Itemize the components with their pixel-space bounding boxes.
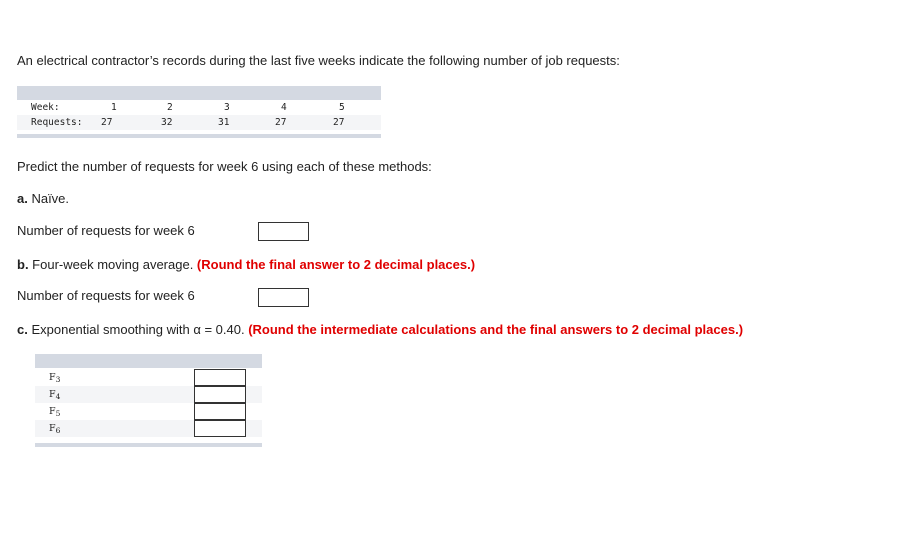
intro-text: An electrical contractor’s records during the last five weeks indicate the following number of job requests: [17, 53, 620, 68]
table-header-bar [35, 354, 262, 368]
table-footer-bar [17, 134, 381, 138]
part-b-answer-input[interactable] [258, 288, 309, 307]
part-c-letter: c. [17, 322, 28, 337]
requests-cell: 27 [275, 117, 287, 128]
table-row-f6 [35, 420, 262, 437]
weekly-requests-table [17, 86, 381, 138]
requests-cell: 27 [333, 117, 345, 128]
forecast-label-f4: $F_4$ [49, 389, 61, 401]
part-a-answer-input[interactable] [258, 222, 309, 241]
requests-cell: 27 [101, 117, 113, 128]
week-cell: 2 [167, 102, 173, 113]
f6-answer-input[interactable] [194, 420, 246, 437]
part-c-rounding-note: (Round the intermediate calculations and the final answers to 2 decimal places.) [248, 322, 744, 337]
predict-instruction: Predict the number of requests for week 6 using each of these methods: [17, 159, 432, 174]
smoothing-forecast-table [35, 354, 262, 447]
part-b-letter: b. [17, 257, 29, 272]
week-cell: 5 [339, 102, 345, 113]
table-row-requests [17, 115, 381, 130]
forecast-label-f3: $F_3$ [49, 372, 61, 384]
part-a-letter: a. [17, 191, 28, 206]
requests-cell: 31 [218, 117, 230, 128]
part-a-heading [17, 191, 69, 207]
requests-cell: 32 [161, 117, 173, 128]
table-row-f5 [35, 403, 262, 420]
part-b-answer-label: Number of requests for week 6 [17, 288, 195, 303]
f5-answer-input[interactable] [194, 403, 246, 420]
f4-answer-input[interactable] [194, 386, 246, 403]
week-cell: 3 [224, 102, 230, 113]
part-b-heading [17, 257, 475, 273]
week-cell: 4 [281, 102, 287, 113]
part-a-answer-label: Number of requests for week 6 [17, 223, 195, 238]
part-b-title: Four-week moving average. [28, 257, 197, 272]
table-row-weeks [17, 100, 381, 115]
part-c-heading [17, 322, 743, 338]
part-a-title: Naïve. [27, 191, 70, 206]
table-row-f3 [35, 369, 262, 386]
part-c-title: Exponential smoothing with α = 0.40. [27, 322, 249, 337]
requests-row-label: Requests: [31, 117, 83, 128]
part-b-rounding-note: (Round the final answer to 2 decimal places.) [196, 257, 476, 272]
week-row-label: Week: [31, 102, 60, 113]
forecast-label-f6: $F_6$ [49, 423, 61, 435]
forecast-label-f5: $F_5$ [49, 406, 61, 418]
f3-answer-input[interactable] [194, 369, 246, 386]
table-footer-bar [35, 443, 262, 447]
week-cell: 1 [111, 102, 117, 113]
table-row-f4 [35, 386, 262, 403]
table-header-bar [17, 86, 381, 100]
